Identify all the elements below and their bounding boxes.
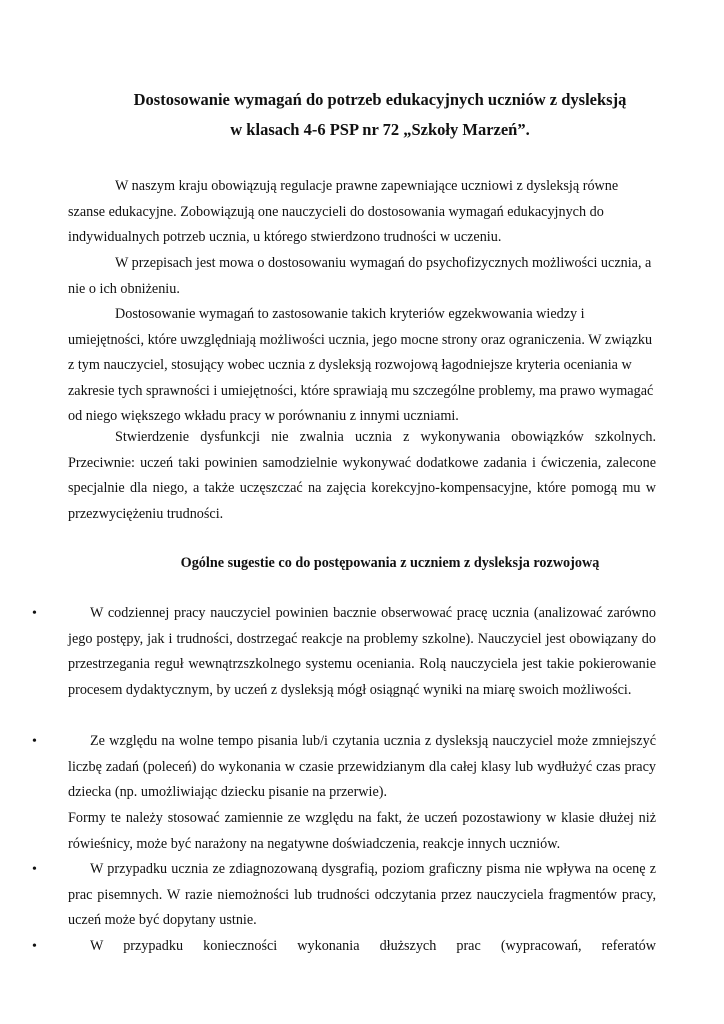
paragraph-3: Dostosowanie wymagań to zastosowanie takich kryteriów egzekwowania wiedzy i umiejętności, które uwzględniają możliwości ucznia, jego mocne strony oraz ograniczenia. W związku z tym nauczyciel, stosujący wobec ucznia z dysleksją rozwojową łagodniejsze kryteria oceniania w zakresie tych sprawności i umiejętności, które sprawiają mu szczególne problemy, ma prawo wymagać od niego większego wkładu pracy w porównaniu z innymi uczniami. bbox=[68, 306, 654, 425]
bullet-marker: • bbox=[32, 606, 37, 621]
bullet-item-4: W przypadku konieczności wykonania dłuższych prac (wypracowań, referatów bbox=[90, 938, 656, 954]
bullet-marker: • bbox=[32, 734, 37, 749]
bullet-marker: • bbox=[32, 939, 37, 954]
section-heading: Ogólne sugestie co do postępowania z uczniem z dysleksja rozwojową bbox=[180, 555, 600, 571]
bullet-marker: • bbox=[32, 862, 37, 877]
bullet-item-1: W codziennej pracy nauczyciel powinien bacznie obserwować pracę ucznia (analizować zarówno jego postępy, jak i trudności, dostrzegać reakcje na problemy szkolne). Nauczyciel jest obowiązany do przestrzegania reguł wewnątrzszkolnego systemu oceniania. Rolą nauczyciela jest takie pokierowanie procesem dydaktycznym, by uczeń z dysleksją mógł osiągnąć wyniki na miarę swoich możliwości. bbox=[68, 605, 656, 698]
document-title-line-1: Dostosowanie wymagań do potrzeb edukacyjnych uczniów z dysleksją bbox=[133, 90, 627, 109]
bullet-item-2: Ze względu na wolne tempo pisania lub/i czytania ucznia z dysleksją nauczyciel może zmniejszyć liczbę zadań (poleceń) do wykonania w czasie przewidzianym dla całej klasy lub wydłużyć czas pracy dziecka (np. umożliwiając dziecku pisanie na przerwie). bbox=[68, 733, 656, 801]
document-title-line-2: w klasach 4-6 PSP nr 72 „Szkoły Marzeń”. bbox=[230, 120, 530, 139]
paragraph-4: Stwierdzenie dysfunkcji nie zwalnia ucznia z wykonywania obowiązków szkolnych. Przeciwnie: uczeń taki powinien samodzielnie wykonywać dodatkowe zadania i ćwiczenia, zalecone specjalnie dla niego, a także uczęszczać na zajęcia korekcyjno-kompensacyjne, które pomogą mu w przezwyciężeniu trudności. bbox=[68, 429, 656, 522]
paragraph-2: W przepisach jest mowa o dostosowaniu wymagań do psychofizycznych możliwości ucznia, a nie o ich obniżeniu. bbox=[68, 255, 652, 297]
bullet-item-3: W przypadku ucznia ze zdiagnozowaną dysgrafią, poziom graficzny pisma nie wpływa na ocenę z prac pisemnych. W razie niemożności lub trudności odczytania przez nauczyciela fragmentów pracy, uczeń może być dopytany ustnie. bbox=[68, 861, 656, 929]
bullet-2-note: Formy te należy stosować zamiennie ze względu na fakt, że uczeń pozostawiony w klasie dłużej niż rówieśnicy, może być narażony na negatywne doświadczenia, reakcje innych uczniów. bbox=[68, 810, 656, 852]
paragraph-1: W naszym kraju obowiązują regulacje prawne zapewniające uczniowi z dysleksją równe szanse edukacyjne. Zobowiązują one nauczycieli do dostosowania wymagań edukacyjnych do indywidualnych potrzeb ucznia, u którego stwierdzono trudności w uczeniu. bbox=[68, 178, 619, 246]
